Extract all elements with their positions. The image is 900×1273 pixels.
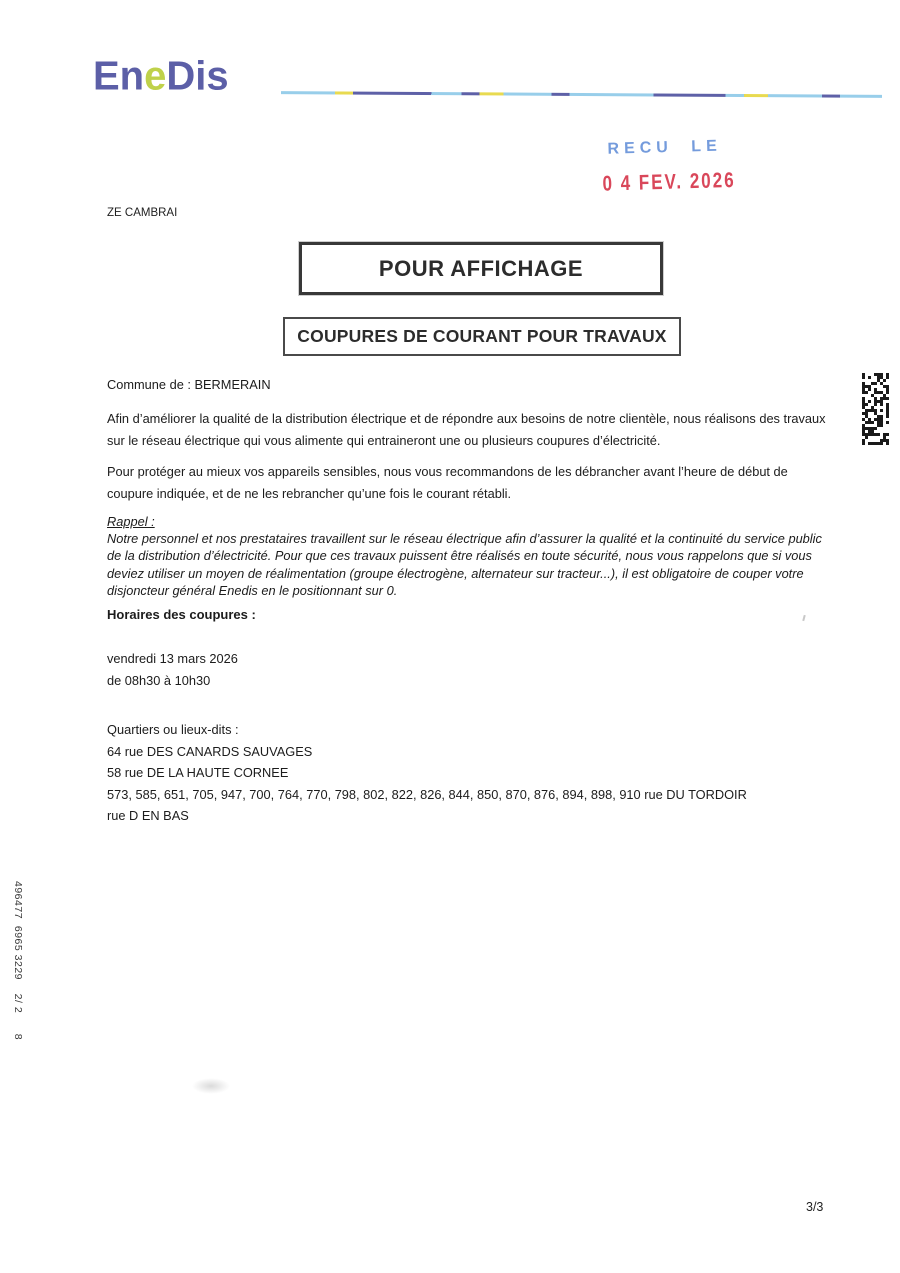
received-stamp bbox=[601, 137, 736, 196]
data-matrix-barcode-icon bbox=[862, 373, 889, 447]
commune-line: Commune de : BERMERAIN bbox=[107, 377, 271, 392]
logo-text-part: Dis bbox=[166, 53, 229, 99]
banner-coupures-travaux bbox=[283, 317, 681, 356]
banner-pour-affichage bbox=[299, 242, 663, 295]
advice-paragraph: Pour protéger au mieux vos appareils sensibles, nous vous recommandons de les débrancher avant l’heure de début de coupure indiquée, et de ne les rebrancher qu’une fois le courant rétabli. bbox=[107, 464, 788, 501]
list-item: 58 rue DE LA HAUTE CORNEE bbox=[107, 765, 289, 781]
banner-main-text: POUR AFFICHAGE bbox=[378, 255, 584, 281]
outage-time-range: de 08h30 à 10h30 bbox=[107, 672, 211, 688]
list-item: rue D EN BAS bbox=[107, 808, 189, 824]
print-reference-code: 496477 6965 3229 2/ 2 8 bbox=[12, 881, 24, 1041]
rappel-text: Notre personnel et nos prestataires travaillent sur le réseau électrique afin d’assurer la qualité et la continuité du service public de la distribution d’électricité. Pour que ces travaux puissent être réalisés en toute sécurité, nous vous rappelons que si vous deviez utiliser un moyen de réalimentation (groupe électrogène, alternateur sur tracteur...), il est obligatoire de couper votre disjoncteur général Enedis en le positionnant sur 0. bbox=[107, 531, 822, 598]
quartiers-section bbox=[107, 719, 831, 827]
stamp-date: 0 4 FEV. 2026 bbox=[602, 168, 736, 196]
rappel-label: Rappel : bbox=[107, 514, 155, 529]
enedis-logo bbox=[93, 54, 229, 100]
document-body bbox=[107, 377, 831, 827]
stamp-received-label: RECU LE bbox=[607, 137, 722, 158]
list-item: 573, 585, 651, 705, 947, 700, 764, 770, 798, 802, 822, 826, 844, 850, 870, 876, 894, 898, 910 rue DU TORDOIR bbox=[107, 786, 747, 802]
quartiers-heading: Quartiers ou lieux-dits : bbox=[107, 722, 239, 738]
banner-sub-text: COUPURES DE COURANT POUR TRAVAUX bbox=[297, 326, 667, 346]
rappel-section bbox=[107, 513, 831, 599]
list-item: 64 rue DES CANARDS SAUVAGES bbox=[107, 743, 313, 759]
horaires-heading: Horaires des coupures : bbox=[107, 607, 256, 623]
page-number: 3/3 bbox=[806, 1200, 824, 1214]
outage-schedule bbox=[107, 648, 831, 691]
logo-text-part: En bbox=[93, 53, 145, 99]
brand-divider-line bbox=[281, 91, 882, 98]
outage-date: vendredi 13 mars 2026 bbox=[107, 651, 238, 667]
scan-artifact bbox=[192, 1078, 230, 1094]
logo-accent-letter: e bbox=[144, 53, 167, 99]
sender-zone-label: ZE CAMBRAI bbox=[107, 207, 178, 219]
intro-paragraph: Afin d’améliorer la qualité de la distribution électrique et de répondre aux besoins de notre clientèle, nous réalisons des travaux sur le réseau électrique qui vous alimente qui entraineront une ou plusieurs coupures d’électricité. bbox=[107, 411, 826, 448]
